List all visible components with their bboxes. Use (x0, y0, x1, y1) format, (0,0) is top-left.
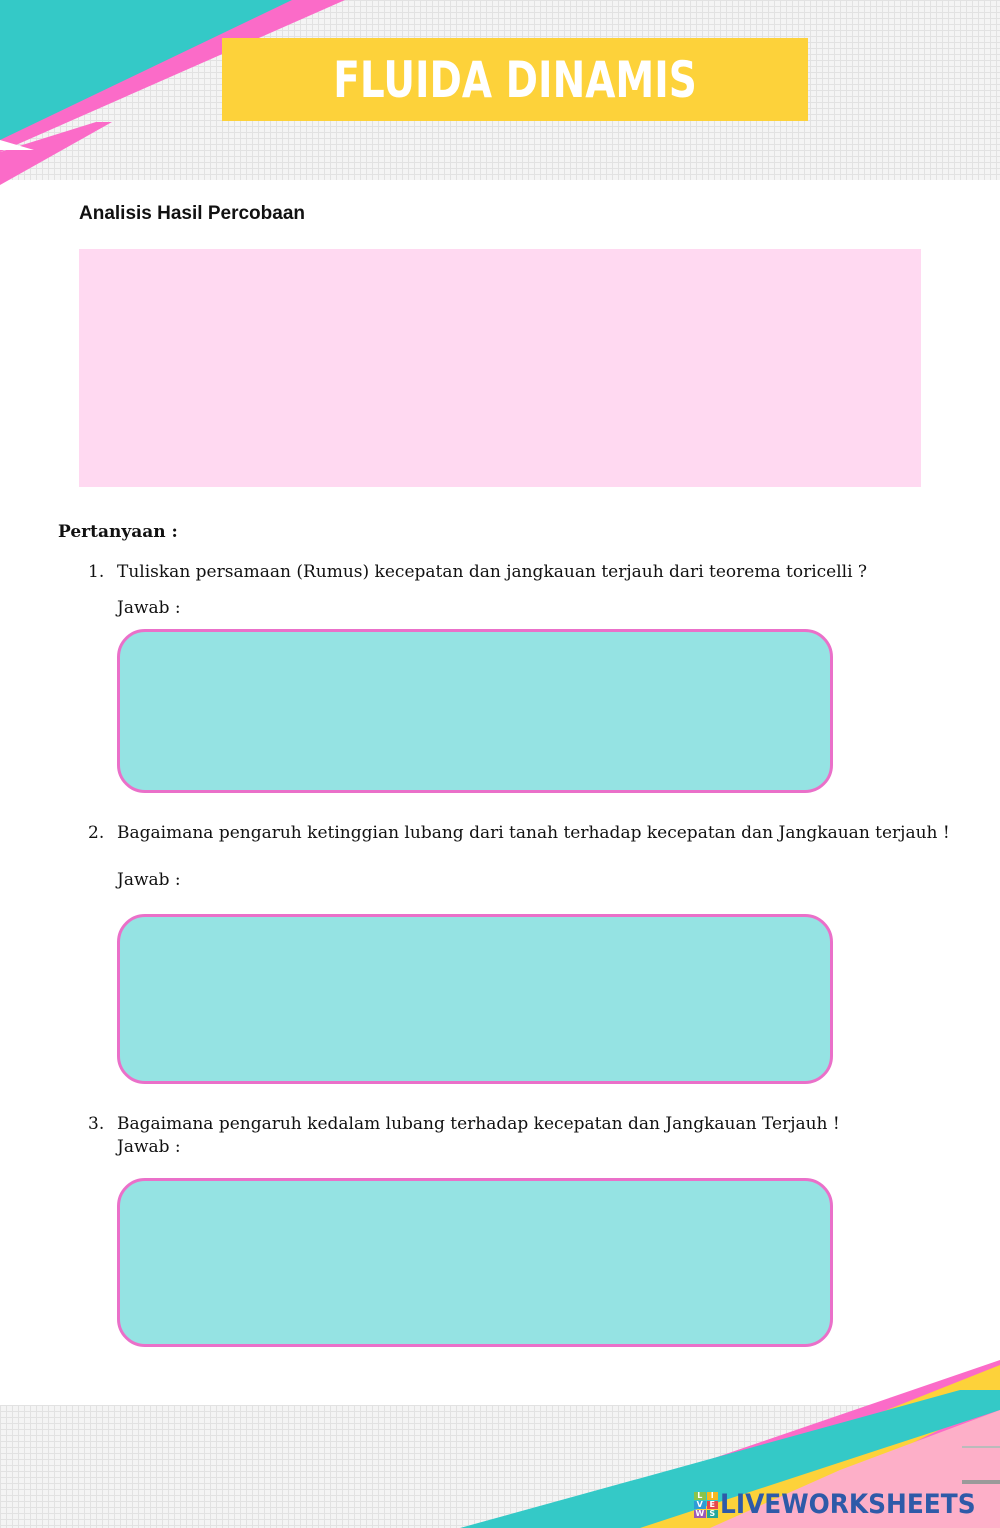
logo-letter: W (695, 1508, 705, 1518)
question-number: 2. (88, 823, 105, 843)
question-number: 3. (88, 1114, 105, 1134)
brand-name: LIVEWORKSHEETS (720, 1489, 976, 1520)
title-banner (222, 38, 808, 121)
page-title: FLUIDA DINAMIS (333, 50, 697, 109)
logo-letter: E (707, 1501, 719, 1509)
liveworksheets-logo (694, 1489, 998, 1520)
answer-label: Jawab : (117, 598, 181, 618)
answer-box-2[interactable] (117, 914, 833, 1084)
question-text: Tuliskan persamaan (Rumus) kecepatan dan jangkauan terjauh dari teorema toricelli ? (117, 562, 868, 582)
answer-label: Jawab : (117, 870, 181, 890)
answer-box-1[interactable] (117, 629, 833, 793)
question-text: Bagaimana pengaruh ketinggian lubang dari tanah terhadap kecepatan dan Jangkauan terjauh ! (117, 823, 950, 843)
answer-label: Jawab : (117, 1137, 181, 1157)
logo-letter: V (694, 1501, 706, 1509)
question-1 (88, 560, 958, 584)
question-3 (88, 1112, 958, 1136)
logo-letter: S (707, 1510, 719, 1518)
logo-letter: L (694, 1492, 706, 1500)
question-2 (88, 821, 958, 869)
liveworksheets-icon (694, 1492, 718, 1518)
answer-box-3[interactable] (117, 1178, 833, 1347)
questions-heading: Pertanyaan : (58, 522, 178, 542)
analysis-answer-box[interactable] (79, 249, 921, 487)
question-number: 1. (88, 562, 105, 582)
question-text: Bagaimana pengaruh kedalam lubang terhadap kecepatan dan Jangkauan Terjauh ! (117, 1114, 840, 1134)
logo-letter: I (707, 1492, 719, 1500)
section-heading: Analisis Hasil Percobaan (79, 203, 305, 224)
